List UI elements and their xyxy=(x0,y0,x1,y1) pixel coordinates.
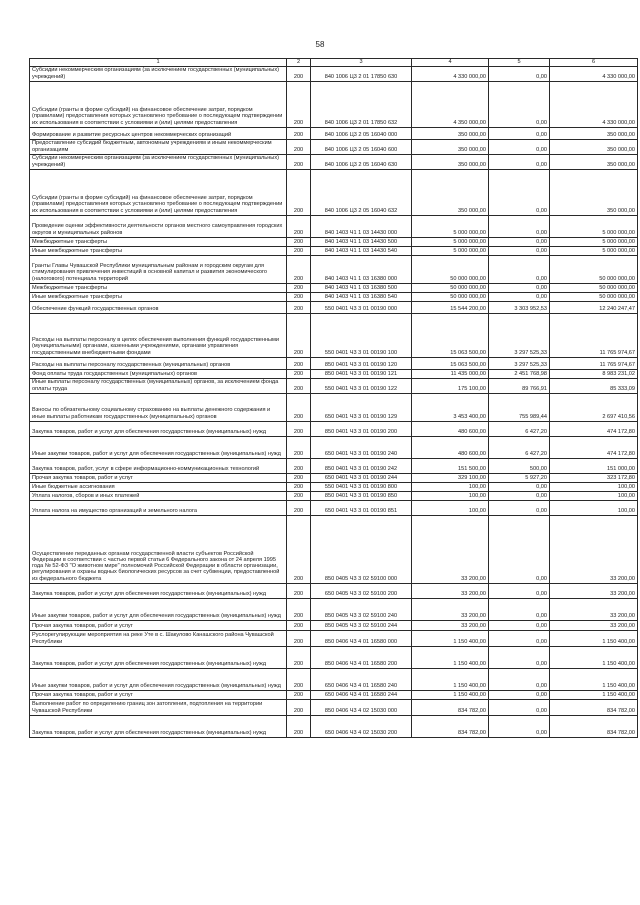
approved-amount-cell: 33 200,00 xyxy=(412,584,489,599)
expense-name-cell: Иные закупки товаров, работ и услуг для обеспечения государственных (муниципальных) нужд xyxy=(30,437,287,459)
classification-code-cell: 650 0401 Ч3 3 01 00190 851 xyxy=(311,501,412,516)
remaining-amount-cell: 12 240 247,47 xyxy=(550,302,638,314)
approved-amount-cell: 3 453 400,00 xyxy=(412,394,489,422)
line-code-cell: 200 xyxy=(287,128,311,140)
table-row xyxy=(30,170,638,216)
classification-code-cell: 550 0401 Ч3 3 01 00190 800 xyxy=(311,483,412,492)
remaining-amount-cell: 100,00 xyxy=(550,501,638,516)
approved-amount-cell: 350 000,00 xyxy=(412,140,489,155)
remaining-amount-cell: 2 697 410,56 xyxy=(550,394,638,422)
table-row xyxy=(30,599,638,621)
approved-amount-cell: 15 063 500,00 xyxy=(412,358,489,370)
remaining-amount-cell: 1 150 400,00 xyxy=(550,669,638,691)
table-row xyxy=(30,293,638,302)
approved-amount-cell: 350 000,00 xyxy=(412,155,489,170)
expense-name-cell: Межбюджетные трансферты xyxy=(30,238,287,247)
classification-code-cell: 850 0406 Ч3 4 02 15030 000 xyxy=(311,700,412,716)
table-row xyxy=(30,459,638,474)
table-row xyxy=(30,379,638,394)
classification-code-cell: 850 0401 Ч3 3 01 00190 242 xyxy=(311,459,412,474)
executed-amount-cell: 0,00 xyxy=(489,128,550,140)
line-code-cell: 200 xyxy=(287,302,311,314)
remaining-amount-cell: 350 000,00 xyxy=(550,140,638,155)
line-code-cell: 200 xyxy=(287,691,311,700)
classification-code-cell: 650 0401 Ч3 3 01 00190 129 xyxy=(311,394,412,422)
approved-amount-cell: 480 600,00 xyxy=(412,437,489,459)
remaining-amount-cell: 33 200,00 xyxy=(550,621,638,631)
line-code-cell: 200 xyxy=(287,483,311,492)
executed-amount-cell: 0,00 xyxy=(489,247,550,256)
classification-code-cell: 850 0405 Ч3 3 02 59100 240 xyxy=(311,599,412,621)
remaining-amount-cell: 8 983 231,02 xyxy=(550,370,638,379)
approved-amount-cell: 4 350 000,00 xyxy=(412,82,489,128)
executed-amount-cell: 0,00 xyxy=(489,216,550,238)
table-row xyxy=(30,691,638,700)
classification-code-cell: 850 0405 Ч3 3 02 59100 244 xyxy=(311,621,412,631)
approved-amount-cell: 834 782,00 xyxy=(412,716,489,738)
remaining-amount-cell: 1 150 400,00 xyxy=(550,631,638,647)
executed-amount-cell: 0,00 xyxy=(489,284,550,293)
approved-amount-cell: 329 100,00 xyxy=(412,474,489,483)
approved-amount-cell: 33 200,00 xyxy=(412,599,489,621)
line-code-cell: 200 xyxy=(287,492,311,501)
expense-name-cell: Иные выплаты персоналу государственных (муниципальных) органов, за исключением фонда оплаты труда xyxy=(30,379,287,394)
expense-name-cell: Руслорегулирующие мероприятия на реке Уте в с. Шакулово Канашского района Чувашской Республики xyxy=(30,631,287,647)
approved-amount-cell: 50 000 000,00 xyxy=(412,284,489,293)
column-header: 1 xyxy=(30,59,287,67)
classification-code-cell: 840 1403 Ч1 1 03 16380 540 xyxy=(311,293,412,302)
executed-amount-cell: 0,00 xyxy=(489,501,550,516)
remaining-amount-cell: 834 782,00 xyxy=(550,700,638,716)
line-code-cell: 200 xyxy=(287,379,311,394)
remaining-amount-cell: 50 000 000,00 xyxy=(550,293,638,302)
approved-amount-cell: 175 100,00 xyxy=(412,379,489,394)
line-code-cell: 200 xyxy=(287,459,311,474)
executed-amount-cell: 0,00 xyxy=(489,256,550,284)
executed-amount-cell: 6 427,20 xyxy=(489,437,550,459)
expense-name-cell: Закупка товаров, работ и услуг для обеспечения государственных (муниципальных) нужд xyxy=(30,716,287,738)
executed-amount-cell: 500,00 xyxy=(489,459,550,474)
remaining-amount-cell: 50 000 000,00 xyxy=(550,284,638,293)
approved-amount-cell: 5 000 000,00 xyxy=(412,216,489,238)
expense-name-cell: Проведение оценки эффективности деятельности органов местного самоуправления городских округов и муниципальных районов xyxy=(30,216,287,238)
line-code-cell: 200 xyxy=(287,284,311,293)
expense-name-cell: Уплата налога на имущество организаций и земельного налога xyxy=(30,501,287,516)
classification-code-cell: 550 0401 Ч3 3 01 00190 000 xyxy=(311,302,412,314)
remaining-amount-cell: 350 000,00 xyxy=(550,170,638,216)
executed-amount-cell: 0,00 xyxy=(489,584,550,599)
table-row xyxy=(30,483,638,492)
approved-amount-cell: 1 150 400,00 xyxy=(412,669,489,691)
approved-amount-cell: 33 200,00 xyxy=(412,516,489,584)
executed-amount-cell: 0,00 xyxy=(489,238,550,247)
table-row xyxy=(30,128,638,140)
classification-code-cell: 840 1403 Ч1 1 03 14430 500 xyxy=(311,238,412,247)
approved-amount-cell: 350 000,00 xyxy=(412,170,489,216)
table-row xyxy=(30,247,638,256)
table-row xyxy=(30,669,638,691)
approved-amount-cell: 15 063 500,00 xyxy=(412,314,489,358)
remaining-amount-cell: 350 000,00 xyxy=(550,155,638,170)
line-code-cell: 200 xyxy=(287,247,311,256)
expense-name-cell: Гранты Главы Чувашской Республики муниципальным районам и городским округам для стимулирования привлечения инвестиций в основной капитал и развития экономического (налогового) потенциала территорий xyxy=(30,256,287,284)
remaining-amount-cell: 323 172,80 xyxy=(550,474,638,483)
executed-amount-cell: 0,00 xyxy=(489,155,550,170)
line-code-cell: 200 xyxy=(287,358,311,370)
expense-name-cell: Субсидии (гранты в форме субсидий) на финансовое обеспечение затрат, порядком (правилами) предоставления которых установлено требование о последующем подтверждении их использования в соответствии с условиями и (или) целями предоставления xyxy=(30,170,287,216)
executed-amount-cell: 0,00 xyxy=(489,170,550,216)
column-header: 2 xyxy=(287,59,311,67)
expense-name-cell: Прочая закупка товаров, работ и услуг xyxy=(30,621,287,631)
line-code-cell: 200 xyxy=(287,437,311,459)
approved-amount-cell: 50 000 000,00 xyxy=(412,293,489,302)
approved-amount-cell: 151 500,00 xyxy=(412,459,489,474)
approved-amount-cell: 1 150 400,00 xyxy=(412,647,489,669)
classification-code-cell: 850 0401 Ч3 3 01 00190 121 xyxy=(311,370,412,379)
line-code-cell: 200 xyxy=(287,501,311,516)
remaining-amount-cell: 474 172,80 xyxy=(550,437,638,459)
line-code-cell: 200 xyxy=(287,293,311,302)
table-row xyxy=(30,155,638,170)
expense-name-cell: Субсидии некоммерческим организациям (за исключением государственных (муниципальных) учреждений) xyxy=(30,67,287,82)
column-header: 4 xyxy=(412,59,489,67)
expense-name-cell: Иные закупки товаров, работ и услуг для обеспечения государственных (муниципальных) нужд xyxy=(30,669,287,691)
executed-amount-cell: 2 451 768,98 xyxy=(489,370,550,379)
classification-code-cell: 840 1006 Ц3 2 05 16040 630 xyxy=(311,155,412,170)
classification-code-cell: 840 1006 Ц3 2 05 16040 600 xyxy=(311,140,412,155)
remaining-amount-cell: 350 000,00 xyxy=(550,128,638,140)
approved-amount-cell: 5 000 000,00 xyxy=(412,238,489,247)
remaining-amount-cell: 474 172,80 xyxy=(550,422,638,437)
classification-code-cell: 650 0406 Ч3 4 01 16580 240 xyxy=(311,669,412,691)
approved-amount-cell: 100,00 xyxy=(412,483,489,492)
expense-name-cell: Прочая закупка товаров, работ и услуг xyxy=(30,474,287,483)
line-code-cell: 200 xyxy=(287,155,311,170)
executed-amount-cell: 5 927,20 xyxy=(489,474,550,483)
executed-amount-cell: 3 303 952,53 xyxy=(489,302,550,314)
table-row xyxy=(30,358,638,370)
executed-amount-cell: 89 766,91 xyxy=(489,379,550,394)
column-header: 5 xyxy=(489,59,550,67)
classification-code-cell: 550 0401 Ч3 3 01 00190 122 xyxy=(311,379,412,394)
table-row xyxy=(30,82,638,128)
table-row xyxy=(30,140,638,155)
table-row xyxy=(30,501,638,516)
remaining-amount-cell: 11 765 974,67 xyxy=(550,358,638,370)
expense-name-cell: Формирование и развитие ресурсных центров некоммерческих организаций xyxy=(30,128,287,140)
remaining-amount-cell: 100,00 xyxy=(550,492,638,501)
table-row xyxy=(30,370,638,379)
remaining-amount-cell: 85 333,09 xyxy=(550,379,638,394)
remaining-amount-cell: 4 330 000,00 xyxy=(550,67,638,82)
executed-amount-cell: 0,00 xyxy=(489,516,550,584)
line-code-cell: 200 xyxy=(287,67,311,82)
executed-amount-cell: 0,00 xyxy=(489,691,550,700)
table-row xyxy=(30,302,638,314)
executed-amount-cell: 0,00 xyxy=(489,82,550,128)
classification-code-cell: 850 0401 Ч3 3 01 00190 120 xyxy=(311,358,412,370)
line-code-cell: 200 xyxy=(287,370,311,379)
table-row xyxy=(30,216,638,238)
classification-code-cell: 850 0406 Ч3 4 01 16580 000 xyxy=(311,631,412,647)
table-body xyxy=(30,67,638,738)
expense-name-cell: Выполнение работ по определению границ зон затопления, подтопления на территории Чувашской Республики xyxy=(30,700,287,716)
remaining-amount-cell: 100,00 xyxy=(550,483,638,492)
classification-code-cell: 840 1006 Ц3 2 05 16040 632 xyxy=(311,170,412,216)
expense-name-cell: Взносы по обязательному социальному страхованию на выплаты денежного содержания и иные выплаты работникам государственных (муниципальных) органов xyxy=(30,394,287,422)
budget-table xyxy=(29,58,638,738)
executed-amount-cell: 0,00 xyxy=(489,483,550,492)
table-row xyxy=(30,716,638,738)
approved-amount-cell: 11 435 000,00 xyxy=(412,370,489,379)
table-row xyxy=(30,516,638,584)
line-code-cell: 200 xyxy=(287,422,311,437)
expense-name-cell: Фонд оплаты труда государственных (муниципальных) органов xyxy=(30,370,287,379)
approved-amount-cell: 1 150 400,00 xyxy=(412,631,489,647)
executed-amount-cell: 0,00 xyxy=(489,700,550,716)
line-code-cell: 200 xyxy=(287,394,311,422)
table-row xyxy=(30,284,638,293)
expense-name-cell: Уплата налогов, сборов и иных платежей xyxy=(30,492,287,501)
classification-code-cell: 840 1006 Ц3 2 01 17850 632 xyxy=(311,82,412,128)
remaining-amount-cell: 5 000 000,00 xyxy=(550,238,638,247)
classification-code-cell: 550 0401 Ч3 3 01 00190 100 xyxy=(311,314,412,358)
remaining-amount-cell: 33 200,00 xyxy=(550,584,638,599)
expense-name-cell: Прочая закупка товаров, работ и услуг xyxy=(30,691,287,700)
classification-code-cell: 840 1403 Ч1 1 03 14430 540 xyxy=(311,247,412,256)
expense-name-cell: Предоставление субсидий бюджетным, автономным учреждениям и иным некоммерческим организациям xyxy=(30,140,287,155)
approved-amount-cell: 33 200,00 xyxy=(412,621,489,631)
classification-code-cell: 650 0401 Ч3 3 01 00190 244 xyxy=(311,474,412,483)
approved-amount-cell: 480 600,00 xyxy=(412,422,489,437)
remaining-amount-cell: 50 000 000,00 xyxy=(550,256,638,284)
table-row xyxy=(30,67,638,82)
column-header: 3 xyxy=(311,59,412,67)
line-code-cell: 200 xyxy=(287,314,311,358)
table-row xyxy=(30,238,638,247)
table-row xyxy=(30,647,638,669)
table-row xyxy=(30,631,638,647)
classification-code-cell: 650 0405 Ч3 3 02 59100 200 xyxy=(311,584,412,599)
classification-code-cell: 840 1403 Ч1 1 03 14430 000 xyxy=(311,216,412,238)
line-code-cell: 200 xyxy=(287,584,311,599)
executed-amount-cell: 755 989,44 xyxy=(489,394,550,422)
table-row xyxy=(30,422,638,437)
executed-amount-cell: 0,00 xyxy=(489,716,550,738)
classification-code-cell: 650 0406 Ч3 4 01 16580 244 xyxy=(311,691,412,700)
remaining-amount-cell: 1 150 400,00 xyxy=(550,691,638,700)
table-row xyxy=(30,700,638,716)
executed-amount-cell: 0,00 xyxy=(489,669,550,691)
classification-code-cell: 840 1403 Ч1 1 03 16380 500 xyxy=(311,284,412,293)
table-row xyxy=(30,474,638,483)
line-code-cell: 200 xyxy=(287,238,311,247)
executed-amount-cell: 0,00 xyxy=(489,140,550,155)
table-row xyxy=(30,394,638,422)
approved-amount-cell: 834 782,00 xyxy=(412,700,489,716)
line-code-cell: 200 xyxy=(287,140,311,155)
line-code-cell: 200 xyxy=(287,631,311,647)
line-code-cell: 200 xyxy=(287,669,311,691)
remaining-amount-cell: 1 150 400,00 xyxy=(550,647,638,669)
line-code-cell: 200 xyxy=(287,700,311,716)
line-code-cell: 200 xyxy=(287,516,311,584)
approved-amount-cell: 50 000 000,00 xyxy=(412,256,489,284)
approved-amount-cell: 4 330 000,00 xyxy=(412,67,489,82)
remaining-amount-cell: 4 330 000,00 xyxy=(550,82,638,128)
classification-code-cell: 850 0406 Ч3 4 01 16580 200 xyxy=(311,647,412,669)
classification-code-cell: 650 0401 Ч3 3 01 00190 240 xyxy=(311,437,412,459)
executed-amount-cell: 0,00 xyxy=(489,621,550,631)
expense-name-cell: Расходы на выплаты персоналу в целях обеспечения выполнения функций государственными (муниципальными) органами, казенными учреждениями, органами управления государственными внебюджетными фондами xyxy=(30,314,287,358)
line-code-cell: 200 xyxy=(287,621,311,631)
table-row xyxy=(30,621,638,631)
classification-code-cell: 840 1006 Ц3 2 01 17850 630 xyxy=(311,67,412,82)
line-code-cell: 200 xyxy=(287,716,311,738)
classification-code-cell: 840 1006 Ц3 2 05 16040 000 xyxy=(311,128,412,140)
expense-name-cell: Субсидии (гранты в форме субсидий) на финансовое обеспечение затрат, порядком (правилами) предоставления которых установлено требование о последующем подтверждении их использования в соответствии с условиями и (или) целями предоставления xyxy=(30,82,287,128)
line-code-cell: 200 xyxy=(287,82,311,128)
expense-name-cell: Закупка товаров, работ и услуг для обеспечения государственных (муниципальных) нужд xyxy=(30,584,287,599)
executed-amount-cell: 0,00 xyxy=(489,631,550,647)
remaining-amount-cell: 151 000,00 xyxy=(550,459,638,474)
expense-name-cell: Закупка товаров, работ и услуг для обеспечения государственных (муниципальных) нужд xyxy=(30,647,287,669)
table-header-row xyxy=(30,59,638,67)
approved-amount-cell: 15 544 200,00 xyxy=(412,302,489,314)
approved-amount-cell: 1 150 400,00 xyxy=(412,691,489,700)
expense-name-cell: Межбюджетные трансферты xyxy=(30,284,287,293)
expense-name-cell: Иные межбюджетные трансферты xyxy=(30,247,287,256)
remaining-amount-cell: 5 000 000,00 xyxy=(550,247,638,256)
page-number: 58 xyxy=(315,40,325,49)
line-code-cell: 200 xyxy=(287,256,311,284)
table-row xyxy=(30,492,638,501)
executed-amount-cell: 0,00 xyxy=(489,647,550,669)
executed-amount-cell: 3 297 525,33 xyxy=(489,358,550,370)
classification-code-cell: 650 0406 Ч3 4 02 15030 200 xyxy=(311,716,412,738)
classification-code-cell: 840 1403 Ч1 1 03 16380 000 xyxy=(311,256,412,284)
approved-amount-cell: 350 000,00 xyxy=(412,128,489,140)
column-header: 6 xyxy=(550,59,638,67)
table-row xyxy=(30,584,638,599)
remaining-amount-cell: 834 782,00 xyxy=(550,716,638,738)
executed-amount-cell: 3 297 525,33 xyxy=(489,314,550,358)
executed-amount-cell: 6 427,20 xyxy=(489,422,550,437)
classification-code-cell: 850 0401 Ч3 3 01 00190 200 xyxy=(311,422,412,437)
classification-code-cell: 850 0405 Ч3 3 02 59100 000 xyxy=(311,516,412,584)
expense-name-cell: Расходы на выплаты персоналу государственных (муниципальных) органов xyxy=(30,358,287,370)
table-row xyxy=(30,437,638,459)
approved-amount-cell: 100,00 xyxy=(412,492,489,501)
table-row xyxy=(30,256,638,284)
executed-amount-cell: 0,00 xyxy=(489,293,550,302)
expense-name-cell: Субсидии некоммерческим организациям (за исключением государственных (муниципальных) учреждений) xyxy=(30,155,287,170)
executed-amount-cell: 0,00 xyxy=(489,599,550,621)
classification-code-cell: 850 0401 Ч3 3 01 00190 850 xyxy=(311,492,412,501)
approved-amount-cell: 100,00 xyxy=(412,501,489,516)
table-row xyxy=(30,314,638,358)
remaining-amount-cell: 33 200,00 xyxy=(550,516,638,584)
line-code-cell: 200 xyxy=(287,170,311,216)
expense-name-cell: Закупка товаров, работ и услуг для обеспечения государственных (муниципальных) нужд xyxy=(30,422,287,437)
executed-amount-cell: 0,00 xyxy=(489,492,550,501)
expense-name-cell: Иные закупки товаров, работ и услуг для обеспечения государственных (муниципальных) нужд xyxy=(30,599,287,621)
remaining-amount-cell: 5 000 000,00 xyxy=(550,216,638,238)
expense-name-cell: Закупка товаров, работ, услуг в сфере информационно-коммуникационных технологий xyxy=(30,459,287,474)
expense-name-cell: Осуществление переданных органам государственной власти субъектов Российской Федерации в соответствии с частью первой статьи 6 Федерального закона от 24 апреля 1995 года № 52-ФЗ "О животном мире" полномочий Российской Федерации в области организации, регулирования и охраны водных биологических ресурсов за счет субвенции, предоставленной из федерального бюджета xyxy=(30,516,287,584)
remaining-amount-cell: 11 765 974,67 xyxy=(550,314,638,358)
expense-name-cell: Иные межбюджетные трансферты xyxy=(30,293,287,302)
expense-name-cell: Иные бюджетные ассигнования xyxy=(30,483,287,492)
approved-amount-cell: 5 000 000,00 xyxy=(412,247,489,256)
expense-name-cell: Обеспечение функций государственных органов xyxy=(30,302,287,314)
executed-amount-cell: 0,00 xyxy=(489,67,550,82)
line-code-cell: 200 xyxy=(287,599,311,621)
remaining-amount-cell: 33 200,00 xyxy=(550,599,638,621)
line-code-cell: 200 xyxy=(287,647,311,669)
line-code-cell: 200 xyxy=(287,216,311,238)
line-code-cell: 200 xyxy=(287,474,311,483)
